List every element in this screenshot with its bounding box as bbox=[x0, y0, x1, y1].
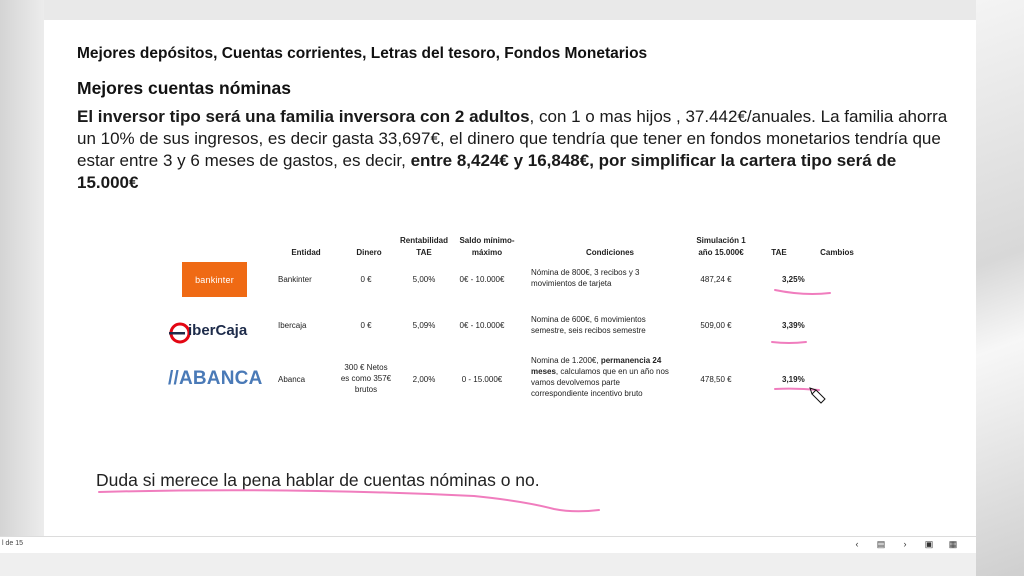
row1-entidad: Bankinter bbox=[278, 275, 312, 284]
chevron-right-icon[interactable]: › bbox=[903, 539, 907, 549]
row3-saldo: 0 - 15.000€ bbox=[461, 375, 503, 384]
page-indicator: l de 15 bbox=[2, 540, 24, 547]
window-bottom-area bbox=[0, 553, 976, 576]
header-sim-line1: Simulación 1 bbox=[696, 236, 746, 245]
ibercaja-logo bbox=[168, 320, 258, 344]
row3-dinero-line1: 300 € Netos bbox=[344, 363, 388, 372]
row1-saldo: 0€ - 10.000€ bbox=[459, 275, 505, 284]
header-condiciones: Condiciones bbox=[585, 248, 634, 257]
handwritten-note: Duda si merece la pena hablar de cuentas nóminas o no. bbox=[96, 470, 540, 490]
header-sim-line2: año 15.000€ bbox=[698, 248, 744, 257]
window-background-left bbox=[0, 0, 44, 576]
row2-cond-line1: Nomina de 600€, 6 movimientos bbox=[531, 315, 646, 324]
row3-cond-line4: correspondiente incentivo bruto bbox=[531, 389, 643, 398]
header-tae: TAE bbox=[771, 248, 787, 257]
pen-cursor-icon bbox=[810, 388, 825, 403]
para-bold-2: entre 8,424€ y 16,848€, por simplificar la cartera tipo será de 15.000€ bbox=[77, 151, 897, 192]
row3-simulacion: 478,50 € bbox=[700, 375, 732, 384]
row2-saldo: 0€ - 10.000€ bbox=[459, 321, 505, 330]
row3-cond-line2b: meses bbox=[531, 367, 556, 376]
row3-condiciones bbox=[531, 355, 669, 399]
header-rentabilidad bbox=[394, 235, 454, 259]
row3-cond-line1b: permanencia 24 bbox=[600, 356, 662, 365]
header-dinero: Dinero bbox=[356, 248, 382, 257]
row1-cond-line1: Nómina de 800€, 3 recibos y 3 bbox=[531, 268, 640, 277]
header-entidad: Entidad bbox=[291, 248, 321, 257]
row2-condiciones bbox=[531, 314, 646, 336]
chevron-left-icon[interactable]: ‹ bbox=[855, 539, 859, 549]
ink-underline-tae-3 bbox=[775, 389, 819, 390]
header-simulacion bbox=[686, 235, 756, 259]
para-bold-1: El inversor tipo será una familia inversora con 2 adultos bbox=[77, 107, 530, 126]
header-rent-line2: TAE bbox=[416, 248, 432, 257]
toolbar-icons bbox=[852, 539, 958, 550]
row3-tae: 3,19% bbox=[782, 375, 805, 384]
header-cambios: Cambios bbox=[820, 248, 854, 257]
row3-cond-line1a: Nomina de 1.200€, bbox=[531, 356, 601, 365]
row1-rentabilidad: 5,00% bbox=[412, 275, 436, 284]
book-icon[interactable]: ▤ bbox=[876, 539, 886, 549]
row2-cond-line2: semestre, seis recibos semestre bbox=[531, 326, 646, 335]
row3-dinero bbox=[334, 362, 398, 395]
ink-underline-note bbox=[99, 490, 599, 511]
header-rent-line1: Rentabilidad bbox=[399, 236, 448, 245]
window-background-right bbox=[976, 0, 1024, 576]
row3-cond-line2a: , calculamos que en un año nos bbox=[555, 367, 669, 376]
row1-simulacion: 487,24 € bbox=[700, 275, 732, 284]
row2-dinero: 0 € bbox=[360, 321, 372, 330]
header-saldo bbox=[454, 235, 520, 259]
grid-icon[interactable]: ▦ bbox=[948, 539, 958, 549]
row3-dinero-line3: brutos bbox=[354, 385, 378, 394]
row2-tae: 3,39% bbox=[782, 321, 805, 330]
viewer-toolbar bbox=[0, 536, 976, 554]
row1-cond-line2: movimientos de tarjeta bbox=[531, 279, 612, 288]
header-saldo-line1: Saldo mínimo- bbox=[459, 236, 515, 245]
row3-dinero-line2: es como 357€ bbox=[340, 374, 392, 383]
slideshow-icon[interactable]: ▣ bbox=[924, 539, 934, 549]
slide-heading: Mejores depósitos, Cuentas corrientes, Letras del tesoro, Fondos Monetarios bbox=[77, 45, 648, 62]
abanca-logo: //ABANCA bbox=[168, 368, 263, 389]
header-saldo-line2: máximo bbox=[471, 248, 503, 257]
row3-rentabilidad: 2,00% bbox=[412, 375, 436, 384]
bankinter-logo: bankinter bbox=[182, 262, 247, 297]
para-text: , con 1 o mas hijos , 37.442€/anuales. La familia ahorra un 10% de sus ingresos, es decir gasta 33,697€, el dinero que tendría que tener en fondos monetarios tendría que estar entre 3 y 6 meses de gastos, es decir, bbox=[77, 107, 948, 170]
row2-simulacion: 509,00 € bbox=[700, 321, 732, 330]
investor-profile-paragraph bbox=[77, 106, 957, 194]
slide-page bbox=[44, 20, 976, 536]
ibercaja-logo-text: iberCaja bbox=[188, 322, 248, 339]
row2-rentabilidad: 5,09% bbox=[412, 321, 436, 330]
row1-condiciones bbox=[531, 267, 640, 289]
row3-entidad: Abanca bbox=[278, 375, 306, 384]
row2-entidad: Ibercaja bbox=[278, 321, 307, 330]
ink-underline-tae-1 bbox=[775, 290, 830, 294]
slide-subheading: Mejores cuentas nóminas bbox=[77, 78, 291, 98]
row1-tae: 3,25% bbox=[782, 275, 805, 284]
ink-underline-tae-2 bbox=[772, 342, 806, 343]
row1-dinero: 0 € bbox=[360, 275, 372, 284]
row3-cond-line3: vamos devolvemos parte bbox=[531, 378, 620, 387]
